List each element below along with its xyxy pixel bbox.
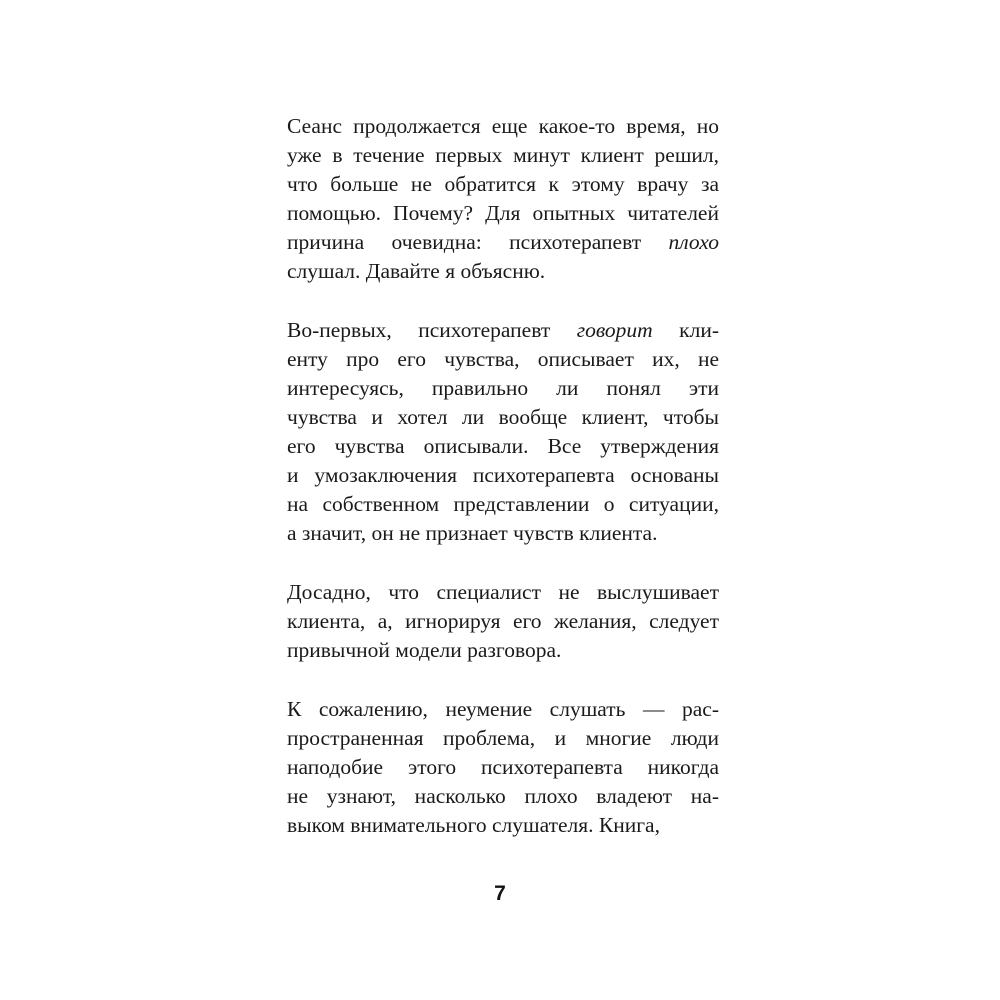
text-segment: а значит, он не признает чувств клиента. <box>287 521 658 545</box>
text-segment: К сожалению, неумение слушать — рас- <box>287 697 719 721</box>
text-segment: Сеанс продолжается еще какое-то время, но <box>287 114 719 138</box>
text-line <box>287 607 719 636</box>
text-line <box>287 345 719 374</box>
text-segment: кли- <box>652 318 719 342</box>
paragraph <box>287 112 719 286</box>
text-line <box>287 403 719 432</box>
text-line <box>287 490 719 519</box>
body-text <box>287 112 719 870</box>
text-segment: уже в течение первых минут клиент решил, <box>287 143 719 167</box>
text-segment: слушал. Давайте я объясню. <box>287 259 546 283</box>
paragraph <box>287 316 719 548</box>
text-line <box>287 112 719 141</box>
text-segment: не узнают, насколько плохо владеют на- <box>287 784 719 808</box>
text-segment: помощью. Почему? Для опытных читателей <box>287 201 719 225</box>
text-line <box>287 519 719 548</box>
text-segment: причина очевидна: психотерапевт <box>287 230 669 254</box>
text-segment: наподобие этого психотерапевта никогда <box>287 755 719 779</box>
text-segment: привычной модели разговора. <box>287 638 562 662</box>
italic-emphasis: говорит <box>576 318 653 342</box>
text-segment: интересуясь, правильно ли понял эти <box>287 376 719 400</box>
text-segment: Во-первых, психотерапевт <box>287 318 577 342</box>
text-line <box>287 782 719 811</box>
text-segment: его чувства описывали. Все утверждения <box>287 434 719 458</box>
text-segment: выком внимательного слушателя. Книга, <box>287 813 660 837</box>
text-line <box>287 432 719 461</box>
text-line <box>287 228 719 257</box>
text-line <box>287 724 719 753</box>
text-line <box>287 141 719 170</box>
text-line <box>287 636 719 665</box>
text-line <box>287 170 719 199</box>
text-line <box>287 316 719 345</box>
text-line <box>287 257 719 286</box>
text-segment: пространенная проблема, и многие люди <box>287 726 719 750</box>
paragraph <box>287 578 719 665</box>
italic-emphasis: плохо <box>668 230 719 254</box>
paragraph <box>287 695 719 840</box>
text-segment: Досадно, что специалист не выслушивает <box>287 580 719 604</box>
text-line <box>287 199 719 228</box>
text-line <box>287 578 719 607</box>
text-segment: и умозаключения психотерапевта основаны <box>287 463 719 487</box>
text-line <box>287 695 719 724</box>
text-segment: на собственном представлении о ситуации, <box>287 492 719 516</box>
text-segment: чувства и хотел ли вообще клиент, чтобы <box>287 405 719 429</box>
text-segment: енту про его чувства, описывает их, не <box>287 347 719 371</box>
text-line <box>287 811 719 840</box>
text-line <box>287 374 719 403</box>
text-segment: клиента, а, игнорируя его желания, следует <box>287 609 719 633</box>
page-number: 7 <box>494 882 506 905</box>
text-segment: что больше не обратится к этому врачу за <box>287 172 719 196</box>
text-line <box>287 753 719 782</box>
text-line <box>287 461 719 490</box>
